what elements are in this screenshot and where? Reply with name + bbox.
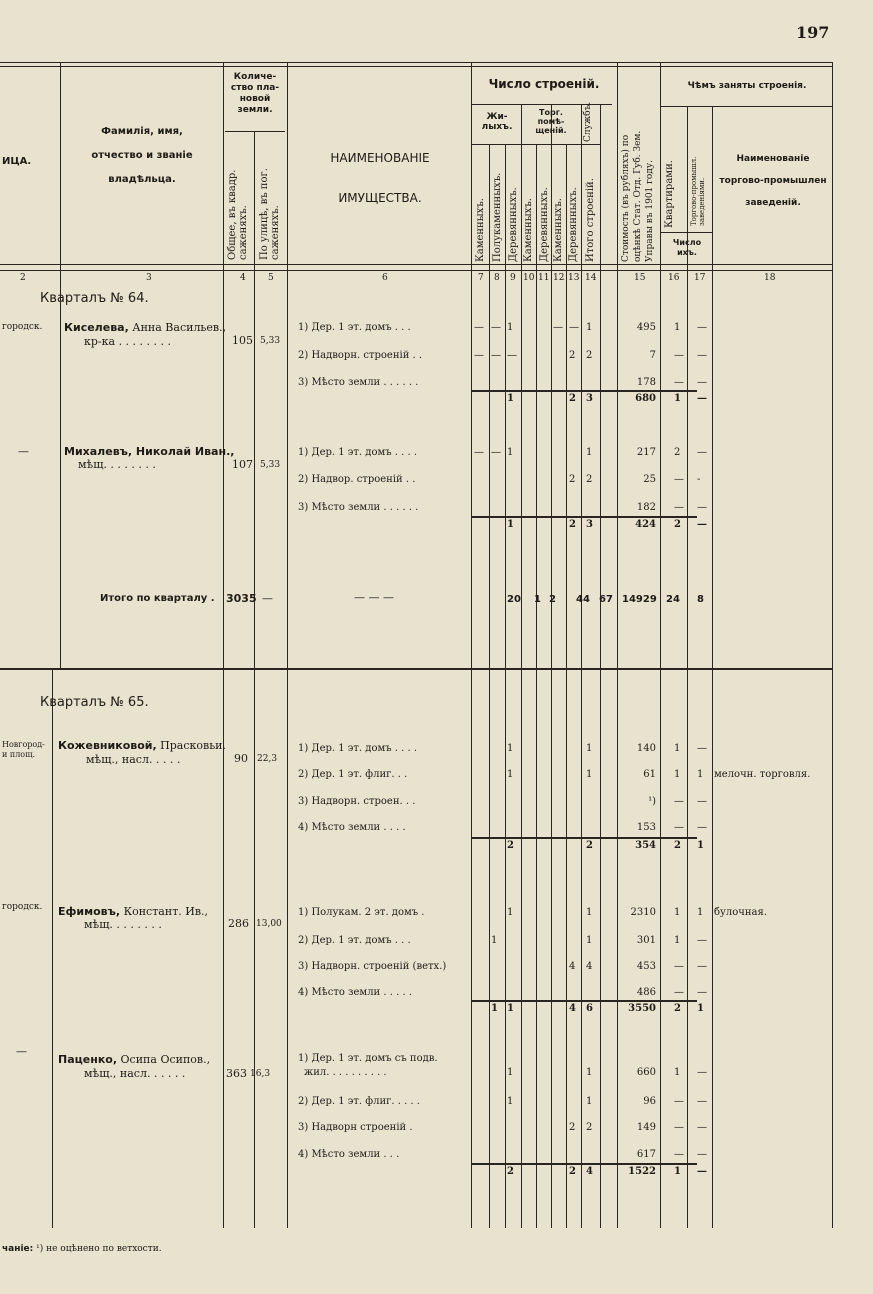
count-c14: 2 xyxy=(586,840,593,851)
value-cell: ¹) xyxy=(648,796,656,807)
header-buildings: Число строеній. xyxy=(488,77,600,91)
count-c14: 1 xyxy=(586,447,593,458)
count-c9: 1 xyxy=(507,447,514,458)
quarter-total-c9: 20 xyxy=(507,594,521,605)
col-line xyxy=(551,104,552,1228)
use-c16: 2 xyxy=(674,519,681,530)
col-line xyxy=(660,62,661,1228)
colnum: 13 xyxy=(568,273,580,283)
land-street: 22,3 xyxy=(257,754,278,764)
use-c17: — xyxy=(697,1096,707,1107)
street: городск. xyxy=(2,902,43,912)
col-line xyxy=(581,104,582,1228)
colnum: 7 xyxy=(478,273,484,283)
quarter-title: Кварталъ № 64. xyxy=(40,291,149,306)
use-c16: 1 xyxy=(674,769,681,780)
header-c8: Полукаменныхъ. xyxy=(492,172,503,262)
col-line xyxy=(489,144,490,1228)
page-number: 197 xyxy=(796,23,830,42)
owner-name: Ефимовъ, Констант. Ив., xyxy=(58,905,209,918)
count-c14: 1 xyxy=(586,1067,593,1078)
street: — xyxy=(18,445,29,458)
count-c7: — xyxy=(474,350,484,361)
col-line xyxy=(223,62,224,1228)
use-c17: 1 xyxy=(697,1003,704,1014)
chislo-rule xyxy=(660,232,712,233)
col-line xyxy=(52,670,53,1228)
use-c17: — xyxy=(697,987,707,998)
header-c18: Наименованіе торгово-промышлен заведеній. xyxy=(719,154,827,208)
quarter-title: Кварталъ № 65. xyxy=(40,695,149,710)
value-cell: 1522 xyxy=(628,1166,656,1177)
header-col1: ИЦА. xyxy=(2,156,32,167)
property-item: 1) Дер. 1 эт. домъ съ подв. xyxy=(298,1053,438,1064)
table-top-rule xyxy=(0,62,832,63)
subtotal-rule xyxy=(471,837,697,839)
use-c16: — xyxy=(674,1149,684,1160)
use-c16: — xyxy=(674,1096,684,1107)
quarter-total-c13: 44 xyxy=(576,594,590,605)
use-c16: 1 xyxy=(674,393,681,404)
owner-name: Паценко, Осипа Осипов., xyxy=(58,1053,211,1066)
owner-title: мѣщ., насл. . . . . . xyxy=(84,1067,186,1080)
header-c12: Каменныхъ. xyxy=(553,198,564,262)
value-cell: 354 xyxy=(635,840,656,851)
header-c11: Деревянныхъ. xyxy=(539,187,550,262)
use-c17: 1 xyxy=(697,840,704,851)
use-c16: 1 xyxy=(674,935,681,946)
land-group-rule xyxy=(225,131,285,132)
value-cell: 495 xyxy=(636,322,656,333)
count-c13: 4 xyxy=(569,961,576,972)
count-c14: 3 xyxy=(586,393,593,404)
use-c17: — xyxy=(697,322,707,333)
enterprise-name: булочная. xyxy=(714,907,768,918)
owner-title: мѣщ. . . . . . . . xyxy=(78,458,156,471)
count-c14: 1 xyxy=(586,907,593,918)
value-cell: 617 xyxy=(636,1149,656,1160)
count-c9: 2 xyxy=(507,1166,514,1177)
use-c16: — xyxy=(674,822,684,833)
subtotal-rule xyxy=(471,390,697,392)
quarter-total-c14: 67 xyxy=(599,594,613,605)
quarter-separator xyxy=(0,668,832,670)
col-line xyxy=(521,104,522,1228)
use-c17: — xyxy=(697,1122,707,1133)
street: — xyxy=(16,1045,27,1058)
property-item: 3) Мѣсто земли . . . . . . xyxy=(298,502,419,513)
land-total: 105 xyxy=(232,334,253,347)
property-item: 2) Надворн. строеній . . xyxy=(298,350,423,361)
colnum: 8 xyxy=(494,273,500,283)
quarter-total-c17: 8 xyxy=(697,594,704,605)
header-bottom-rule xyxy=(0,264,832,265)
count-c14: 1 xyxy=(586,1096,593,1107)
colnum: 17 xyxy=(694,273,706,283)
count-c13: 2 xyxy=(569,1122,576,1133)
use-c16: — xyxy=(674,1122,684,1133)
col-line xyxy=(254,131,255,1228)
colnum: 14 xyxy=(585,273,597,283)
use-c17: — xyxy=(697,935,707,946)
count-c14: 4 xyxy=(586,961,593,972)
use-c16: — xyxy=(674,987,684,998)
value-cell: 153 xyxy=(636,822,656,833)
value-cell: 3550 xyxy=(628,1003,656,1014)
count-c8: 1 xyxy=(491,935,498,946)
use-c16: 1 xyxy=(674,322,681,333)
count-c9: 1 xyxy=(507,907,514,918)
count-c9: — xyxy=(507,350,517,361)
count-c9: 2 xyxy=(507,840,514,851)
count-c8: — xyxy=(491,447,501,458)
use-c16: — xyxy=(674,474,684,485)
enterprise-name: мелочн. торговля. xyxy=(714,769,811,780)
use-c17: — xyxy=(697,350,707,361)
count-c13: 2 xyxy=(569,474,576,485)
use-c17: — xyxy=(697,961,707,972)
property-item: 3) Надворн. строен. . . xyxy=(298,796,416,807)
property-item: 2) Дер. 1 эт. флиг. . . xyxy=(298,769,408,780)
header-chislo: Число ихъ. xyxy=(672,238,702,257)
header-c17: Торгово-промышл. заведеніями. xyxy=(690,156,706,226)
land-street: 13,00 xyxy=(256,919,282,929)
count-c8: 1 xyxy=(491,1003,498,1014)
count-c13: 2 xyxy=(569,1166,576,1177)
use-c16: 2 xyxy=(674,447,681,458)
owner-name: Киселева, Анна Васильев., xyxy=(64,321,227,334)
use-c16: 1 xyxy=(674,743,681,754)
col-line xyxy=(471,62,472,1228)
count-c9: 1 xyxy=(507,1067,514,1078)
use-c17: — xyxy=(697,519,707,530)
colnum: 6 xyxy=(382,273,388,283)
property-item: 1) Полукам. 2 эт. домъ . xyxy=(298,907,425,918)
count-c14: 6 xyxy=(586,1003,593,1014)
header-property: НАИМЕНОВАНІЕ ИМУЩЕСТВА. xyxy=(330,151,430,205)
subtotal-rule xyxy=(471,1163,697,1165)
use-c17: 1 xyxy=(697,769,704,780)
use-c17: — xyxy=(697,822,707,833)
count-c13: 2 xyxy=(569,350,576,361)
count-c13: 2 xyxy=(569,519,576,530)
col-line xyxy=(712,106,713,1228)
property-item: 3) Мѣсто земли . . . . . . xyxy=(298,377,419,388)
use-c16: 1 xyxy=(674,907,681,918)
quarter-total-c10: 1 xyxy=(534,594,541,605)
value-cell: 486 xyxy=(636,987,656,998)
quarter-total-c11: 2 xyxy=(549,594,556,605)
footnote: чаніе: ¹) не оцѣнено по ветхости. xyxy=(2,1244,162,1254)
header-zhil: Жи- лыхъ. xyxy=(481,112,513,132)
colnum: 3 xyxy=(146,273,152,283)
owner-name: Кожевниковой, Прасковьи. xyxy=(58,739,227,752)
colnum: 5 xyxy=(268,273,274,283)
value-cell: 149 xyxy=(636,1122,656,1133)
count-c7: — xyxy=(474,322,484,333)
count-c9: 1 xyxy=(507,1096,514,1107)
value-cell: 182 xyxy=(636,502,656,513)
colnum: 10 xyxy=(523,273,535,283)
col-line xyxy=(536,144,537,1228)
count-c9: 1 xyxy=(507,769,514,780)
quarter-total-c5: — xyxy=(262,592,273,605)
property-item: 3) Надворн строеній . xyxy=(298,1122,413,1133)
use-c17: — xyxy=(697,743,707,754)
quarter-total-c15: 14929 xyxy=(622,594,657,605)
property-item: 4) Мѣсто земли . . . . xyxy=(298,822,406,833)
count-c13: 2 xyxy=(569,393,576,404)
count-c14: 4 xyxy=(586,1166,593,1177)
use-c17: — xyxy=(697,502,707,513)
value-cell: 96 xyxy=(643,1096,656,1107)
count-c13: 4 xyxy=(569,1003,576,1014)
table-top-rule-2 xyxy=(0,66,832,67)
header-c13: Деревянныхъ. xyxy=(568,187,579,262)
use-c16: 2 xyxy=(674,840,681,851)
quarter-total-c16: 24 xyxy=(666,594,680,605)
count-c14: 2 xyxy=(586,350,593,361)
use-c17: — xyxy=(697,393,707,404)
property-item: 1) Дер. 1 эт. домъ . . . . xyxy=(298,447,418,458)
header-use: Чѣмъ заняты строенія. xyxy=(687,81,807,91)
subtotal-rule xyxy=(471,1000,697,1002)
property-item-cont: жил. . . . . . . . . . xyxy=(304,1067,387,1078)
count-c14: 1 xyxy=(586,769,593,780)
owner-title: мѣщ. . . . . . . . xyxy=(84,918,162,931)
colnum: 4 xyxy=(240,273,246,283)
header-torg: Торг. помѣ- щеній. xyxy=(535,108,567,135)
count-c14: 3 xyxy=(586,519,593,530)
value-cell: 424 xyxy=(635,519,656,530)
land-total: 363 xyxy=(226,1067,247,1080)
colnum: 12 xyxy=(553,273,565,283)
col-line xyxy=(600,104,601,1228)
use-c16: 1 xyxy=(674,1067,681,1078)
header-c14: Итого строеній. xyxy=(585,178,596,262)
use-c17: - xyxy=(697,474,701,485)
land-street: 5,33 xyxy=(260,460,281,470)
use-c17: — xyxy=(697,1067,707,1078)
quarter-total-c4: 3035 xyxy=(226,592,257,605)
value-cell: 61 xyxy=(643,769,656,780)
subtotal-rule xyxy=(471,516,697,518)
count-c13: — xyxy=(569,322,579,333)
use-c17: — xyxy=(697,377,707,388)
col-line xyxy=(566,144,567,1228)
colnum: 2 xyxy=(20,273,26,283)
header-sluzhb: Службъ. xyxy=(583,101,593,142)
header-c16: Квартирами. xyxy=(664,160,675,228)
use-group-rule xyxy=(660,106,832,107)
value-cell: 178 xyxy=(636,377,656,388)
land-total: 107 xyxy=(232,458,253,471)
property-item: 2) Дер. 1 эт. флиг. . . . . xyxy=(298,1096,420,1107)
count-c9: 1 xyxy=(507,1003,514,1014)
header-c7: Каменныхъ. xyxy=(475,198,486,262)
property-item: 1) Дер. 1 эт. домъ . . . . xyxy=(298,743,418,754)
value-cell: 217 xyxy=(636,447,656,458)
value-cell: 301 xyxy=(636,935,656,946)
land-street: 16,3 xyxy=(250,1069,271,1079)
count-c14: 1 xyxy=(586,935,593,946)
count-c9: 1 xyxy=(507,322,514,333)
count-c8: — xyxy=(491,322,501,333)
property-item: 2) Дер. 1 эт. домъ . . . xyxy=(298,935,411,946)
header-land: Количе- ство пла- новой земли. xyxy=(230,72,280,115)
count-c12: — xyxy=(553,322,563,333)
property-item: 4) Мѣсто земли . . . xyxy=(298,1149,400,1160)
land-street: 5,33 xyxy=(260,336,281,346)
col-line xyxy=(60,62,61,668)
value-cell: 453 xyxy=(636,961,656,972)
count-c9: 1 xyxy=(507,393,514,404)
col-line xyxy=(832,62,833,1228)
use-c16: — xyxy=(674,377,684,388)
use-c16: — xyxy=(674,796,684,807)
use-c17: — xyxy=(697,447,707,458)
colnum: 18 xyxy=(764,273,776,283)
street: городск. xyxy=(2,322,43,332)
header-c9: Деревянныхъ. xyxy=(508,187,519,262)
count-c7: — xyxy=(474,447,484,458)
count-c8: — xyxy=(491,350,501,361)
use-c16: — xyxy=(674,350,684,361)
count-c14: 1 xyxy=(586,322,593,333)
quarter-total-c6: — — — xyxy=(354,591,394,604)
value-cell: 680 xyxy=(635,393,656,404)
use-c16: — xyxy=(674,961,684,972)
use-c17: — xyxy=(697,1149,707,1160)
use-c16: 2 xyxy=(674,1003,681,1014)
property-item: 4) Мѣсто земли . . . . . xyxy=(298,987,412,998)
street: Новгород- и площ. xyxy=(2,740,45,759)
use-c16: 1 xyxy=(674,1166,681,1177)
owner-name: Михалевъ, Николай Иван., xyxy=(64,445,235,458)
colnum: 9 xyxy=(510,273,516,283)
colnum-rule xyxy=(0,270,832,271)
count-c14: 2 xyxy=(586,474,593,485)
header-col5: По улицѣ, въ пог. саженяхъ. xyxy=(259,168,281,260)
land-total: 90 xyxy=(234,752,248,765)
colnum: 15 xyxy=(634,273,646,283)
col-line xyxy=(505,144,506,1228)
header-c10: Каменныхъ. xyxy=(523,198,534,262)
value-cell: 660 xyxy=(636,1067,656,1078)
use-c17: 1 xyxy=(697,907,704,918)
col-line xyxy=(287,62,288,1228)
use-c16: — xyxy=(674,502,684,513)
header-c15: Стоимость (въ рубляхъ) по оцѣнкѣ Стат. Отд. Губ. Зем. Управы въ 1901 году. xyxy=(621,130,655,262)
quarter-total-label: Итого по кварталу . xyxy=(100,593,215,604)
count-c9: 1 xyxy=(507,519,514,530)
header-owner: Фамилія, имя, отчество и званіе владѣльца. xyxy=(91,126,193,185)
owner-title: кр-ка . . . . . . . . xyxy=(84,335,172,348)
use-c17: — xyxy=(697,1166,707,1177)
land-total: 286 xyxy=(228,917,249,930)
colnum: 16 xyxy=(668,273,680,283)
count-c14: 2 xyxy=(586,1122,593,1133)
count-c9: 1 xyxy=(507,743,514,754)
property-item: 1) Дер. 1 эт. домъ . . . xyxy=(298,322,411,333)
owner-title: мѣщ., насл. . . . . xyxy=(86,753,181,766)
value-cell: 140 xyxy=(636,743,656,754)
count-c14: 1 xyxy=(586,743,593,754)
col-line xyxy=(617,62,618,1228)
value-cell: 2310 xyxy=(630,907,656,918)
colnum: 11 xyxy=(538,273,550,283)
property-item: 2) Надвор. строеній . . xyxy=(298,474,416,485)
property-item: 3) Надворн. строеній (ветх.) xyxy=(298,961,447,972)
header-col4: Общее, въ квадр. саженяхъ. xyxy=(227,169,249,260)
use-c17: — xyxy=(697,796,707,807)
value-cell: 7 xyxy=(649,350,656,361)
value-cell: 25 xyxy=(643,474,656,485)
col-line xyxy=(687,106,688,1228)
